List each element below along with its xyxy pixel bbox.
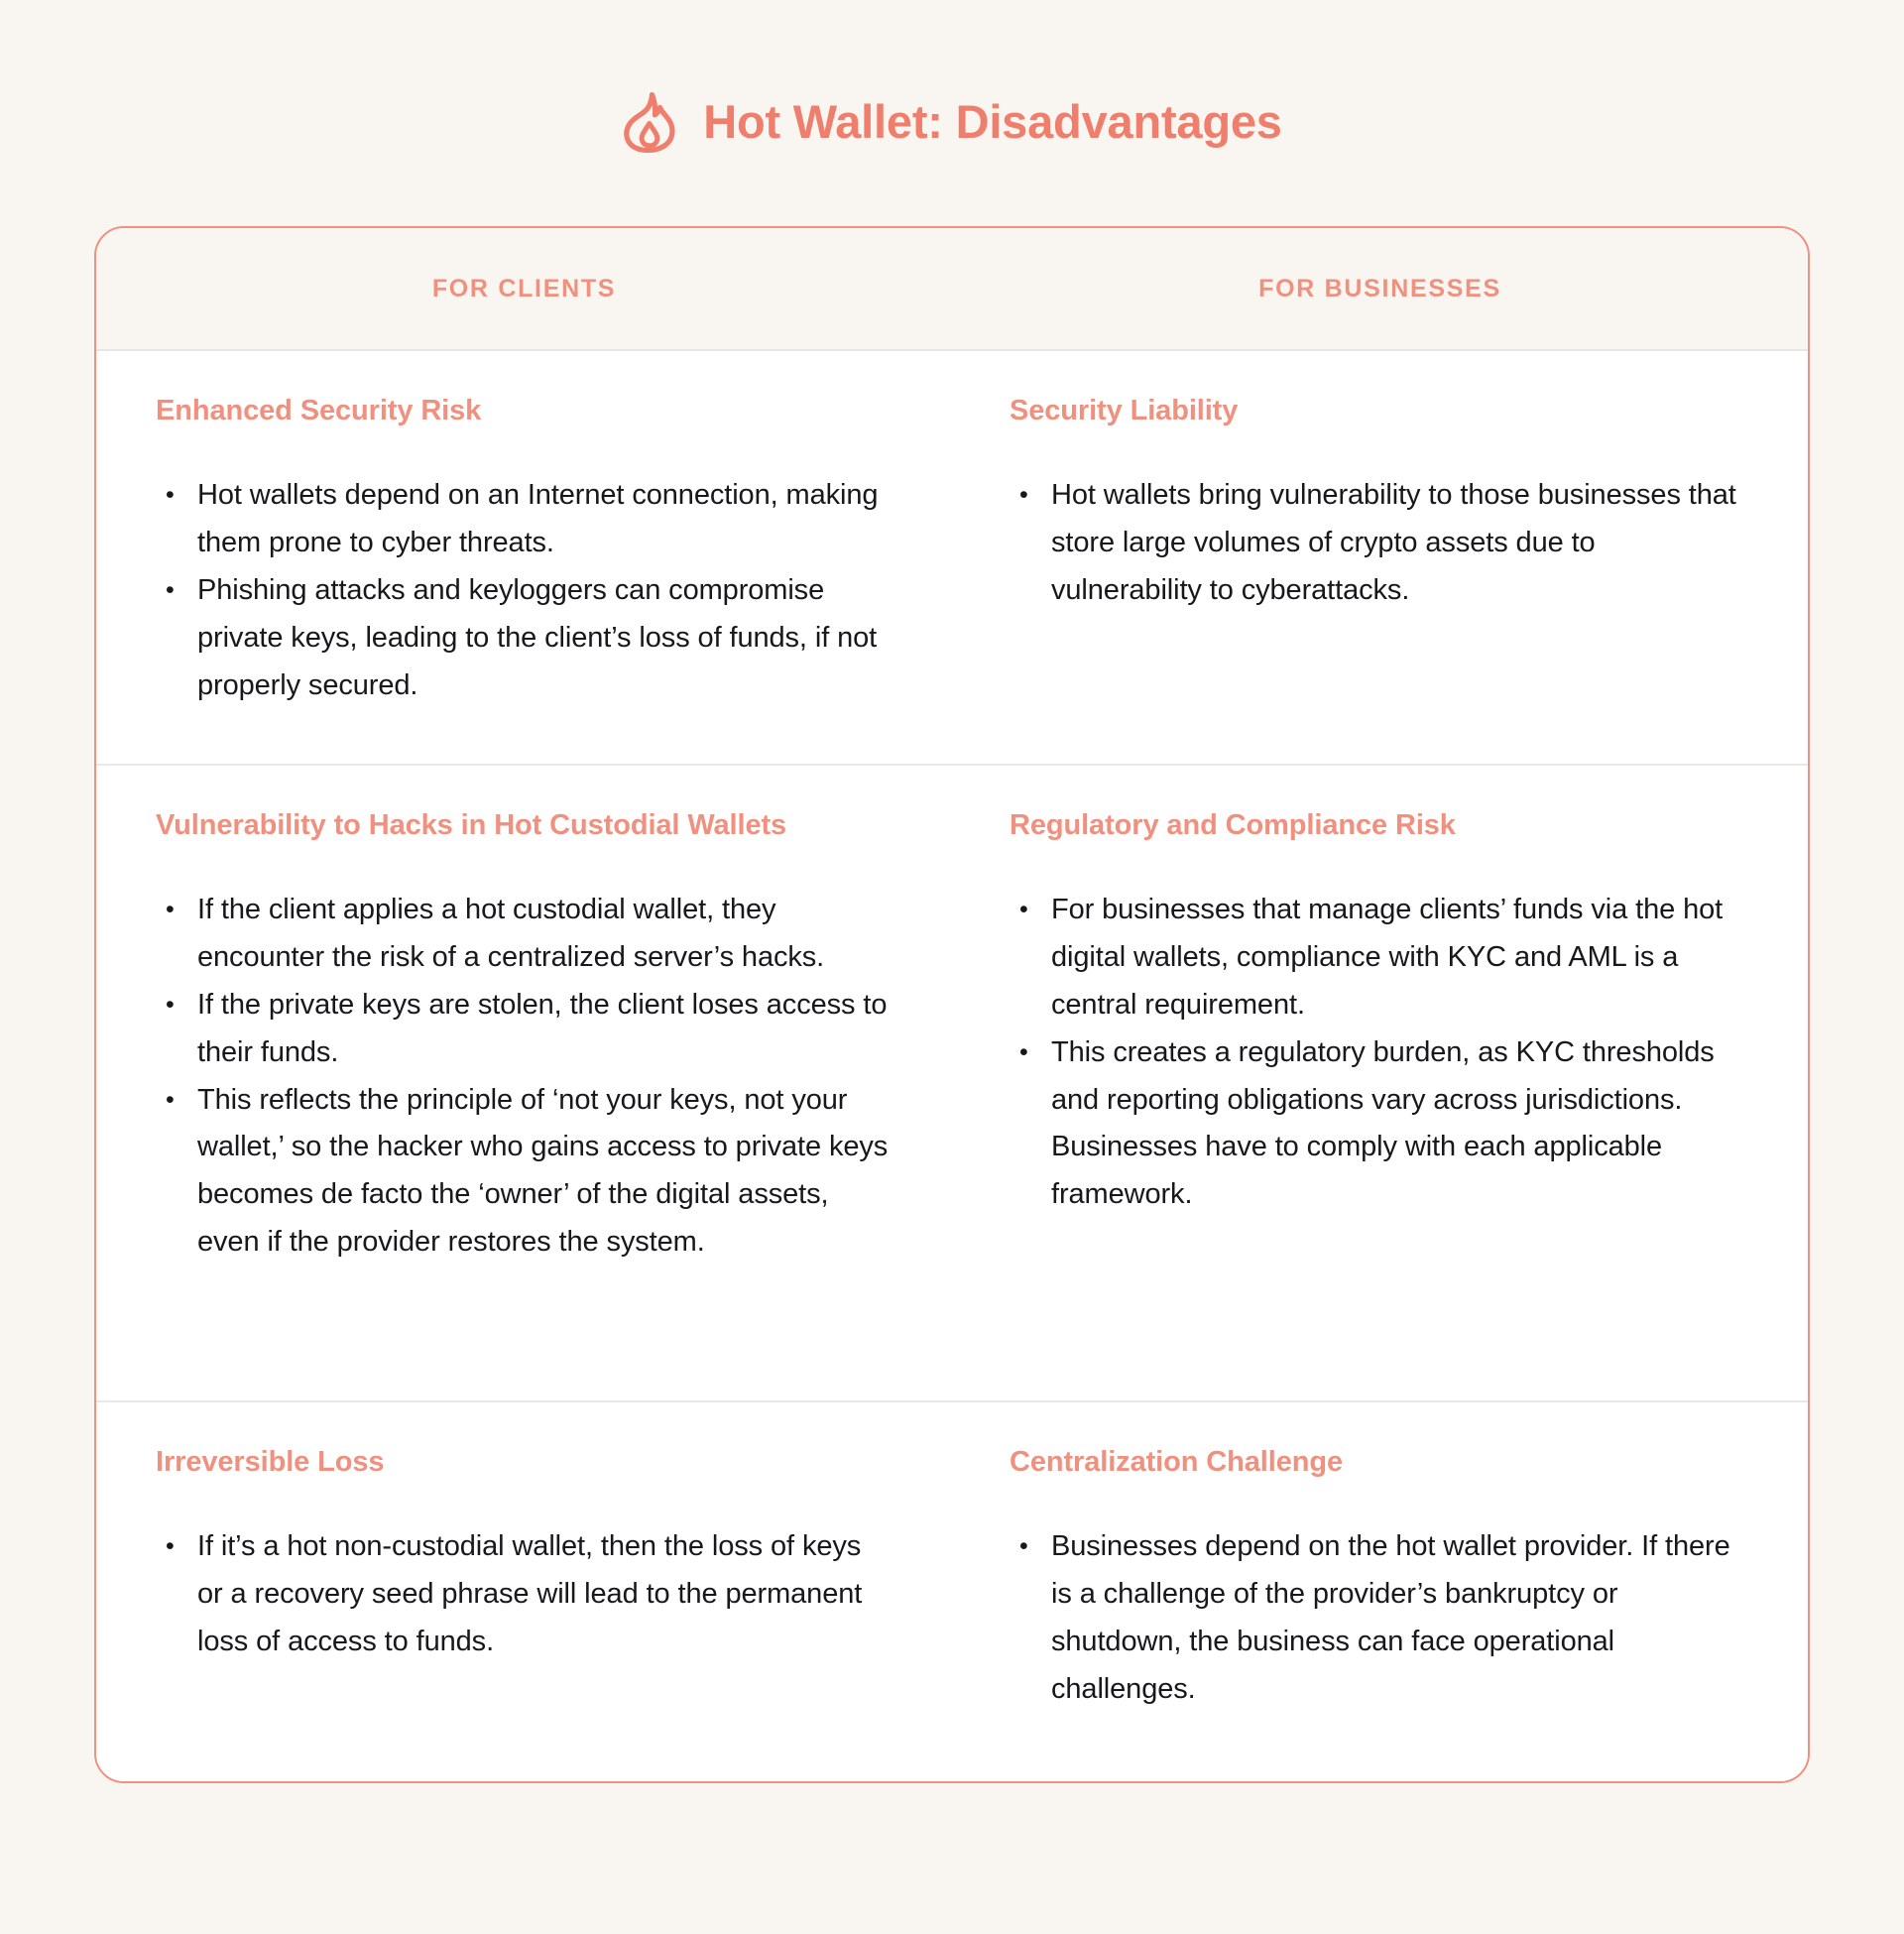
list-item: • If the client applies a hot custodial wallet, they encounter the risk of a centralized server’s hacks. (156, 887, 892, 982)
cell-heading: Irreversible Loss (156, 1446, 385, 1478)
comparison-table-card (94, 226, 1810, 1783)
list-item: • For businesses that manage clients’ funds via the hot digital wallets, compliance with KYC and AML is a central requirement. (1010, 887, 1750, 1029)
cell-heading: Centralization Challenge (1010, 1446, 1343, 1478)
table-cell-businesses (952, 351, 1808, 764)
page-header (0, 0, 1904, 153)
list-item: • This reflects the principle of ‘not your keys, not your wallet,’ so the hacker who gains access to private keys becomes de facto the ‘owner’ of the digital assets, even if the provider restores the system. (156, 1077, 892, 1267)
table-header (96, 228, 1808, 351)
list-item: • Hot wallets bring vulnerability to those businesses that store large volumes of crypto assets due to vulnerability to cyberattacks. (1010, 472, 1750, 615)
bullet-list (1010, 1523, 1750, 1713)
page-title: Hot Wallet: Disadvantages (703, 95, 1282, 149)
cell-heading: Regulatory and Compliance Risk (1010, 809, 1456, 841)
cell-heading: Enhanced Security Risk (156, 395, 482, 426)
table-cell-businesses (952, 1402, 1808, 1781)
bullet-list (156, 1523, 892, 1666)
column-header-clients (96, 228, 952, 349)
list-item: • Hot wallets depend on an Internet connection, making them prone to cyber threats. (156, 472, 892, 567)
table-cell-clients (96, 766, 952, 1400)
bullet-list (156, 887, 892, 1267)
flame-icon (622, 91, 677, 153)
column-header-businesses (952, 228, 1808, 349)
cell-heading: Vulnerability to Hacks in Hot Custodial Wallets (156, 809, 787, 841)
column-header-clients-label: FOR CLIENTS (431, 274, 617, 302)
table-row (96, 351, 1808, 766)
list-item: • Businesses depend on the hot wallet provider. If there is a challenge of the provider’s bankruptcy or shutdown, the business can face operational challenges. (1010, 1523, 1750, 1713)
list-item: • This creates a regulatory burden, as KYC thresholds and reporting obligations vary across jurisdictions. Businesses have to comply with each applicable framework. (1010, 1029, 1750, 1219)
bullet-list (156, 472, 892, 709)
cell-heading: Security Liability (1010, 395, 1239, 426)
table-cell-clients (96, 1402, 952, 1781)
table-row (96, 766, 1808, 1402)
bullet-list (1010, 472, 1750, 615)
list-item: • Phishing attacks and keyloggers can compromise private keys, leading to the client’s loss of funds, if not properly secured. (156, 567, 892, 710)
table-cell-businesses (952, 766, 1808, 1400)
list-item: • If the private keys are stolen, the client loses access to their funds. (156, 982, 892, 1077)
bullet-list (1010, 887, 1750, 1219)
table-cell-clients (96, 351, 952, 764)
column-header-businesses-label: FOR BUSINESSES (1258, 274, 1501, 302)
table-row (96, 1402, 1808, 1781)
list-item: • If it’s a hot non-custodial wallet, then the loss of keys or a recovery seed phrase will lead to the permanent loss of access to funds. (156, 1523, 892, 1666)
